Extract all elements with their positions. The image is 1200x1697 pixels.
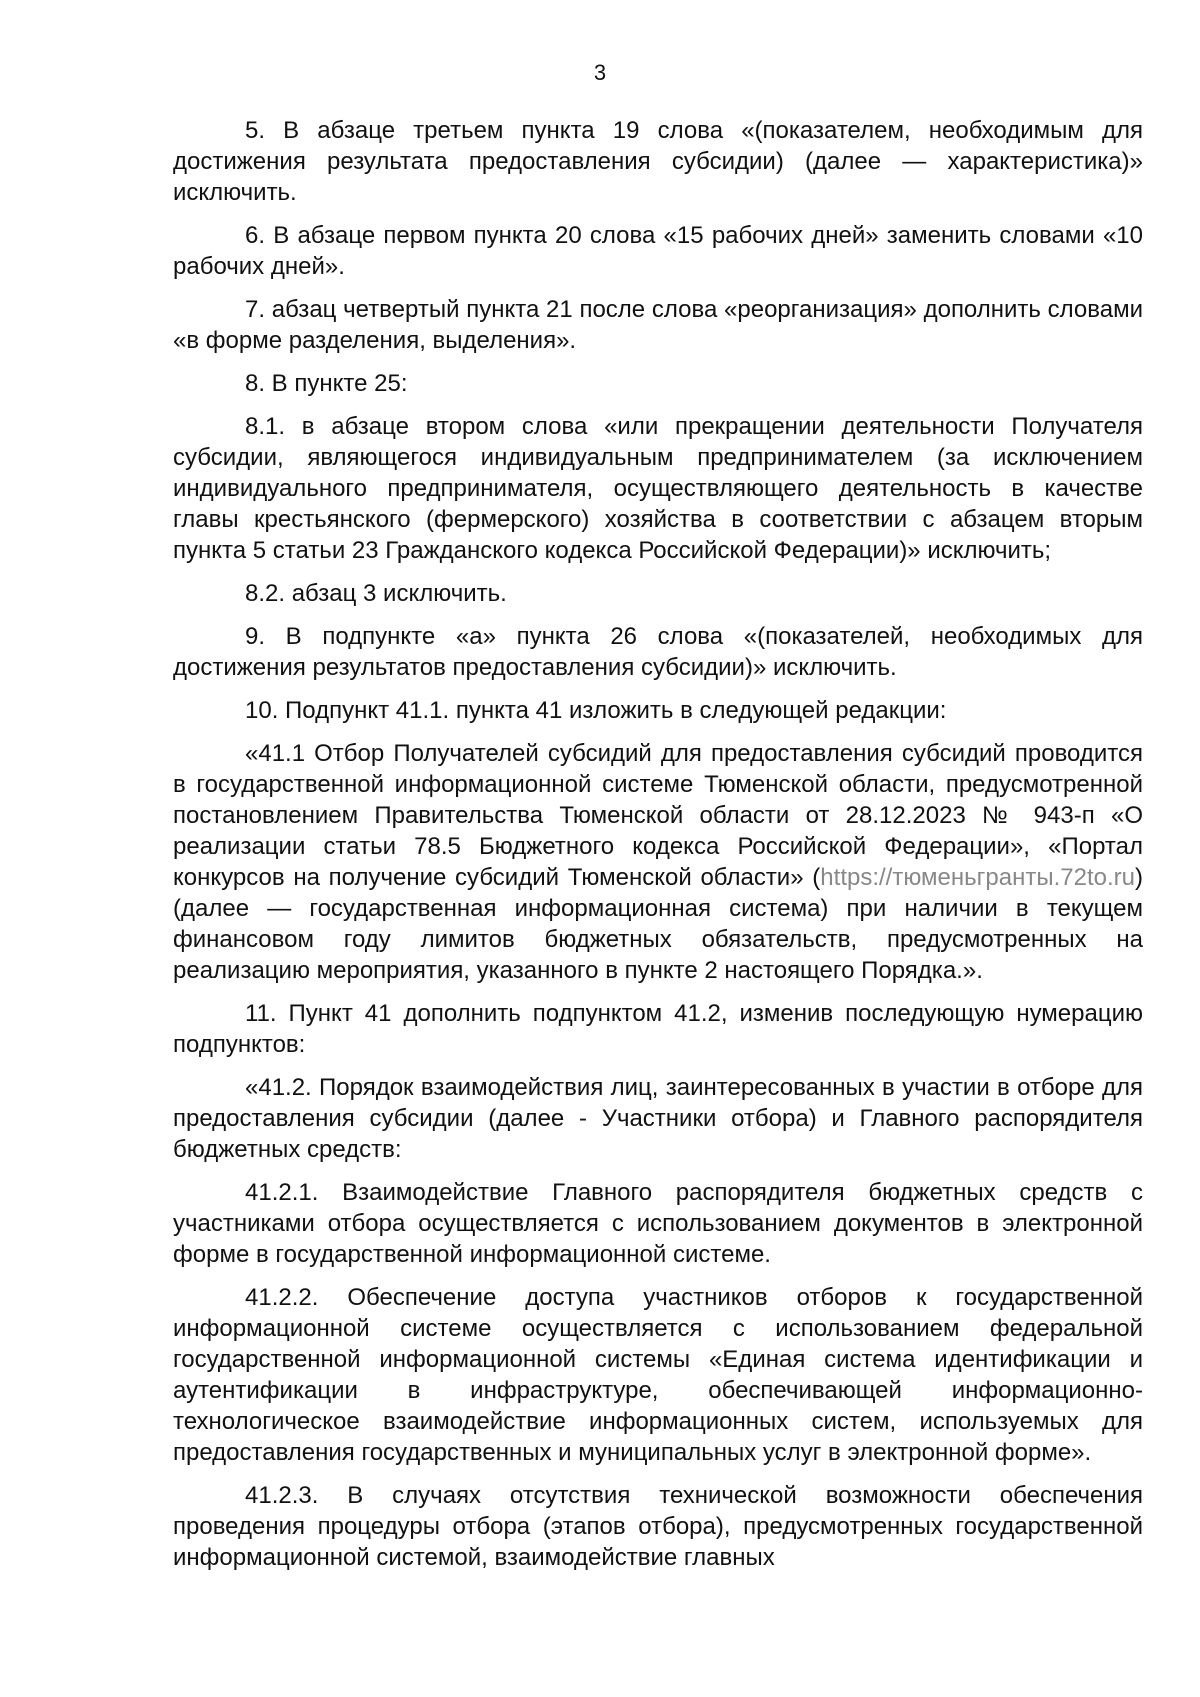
- page-number: 3: [593, 60, 607, 85]
- paragraph-8-1: 8.1. в абзаце втором слова «или прекращении деятельности Получателя субсидии, являющегося индивидуальным предпринимателем (за исключением индивидуального предпринимателя, осуществляющего деятельность в качестве главы крестьянского (фермерского) хозяйства в соответствии с абзацем вторым пункта 5 статьи 23 Гражданского кодекса Российской Федерации)» исключить;: [173, 413, 1143, 564]
- paragraph-41-1: [173, 738, 1143, 986]
- paragraph-8: 8. В пункте 25:: [245, 370, 408, 397]
- paragraph-41-1-text-after: ) (далее — государственная информационная система) при наличии в текущем финансовом году лимитов бюджетных обязательств, предусмотренных на реализацию мероприятия, указанного в пункте 2 настоящего Порядка.».: [173, 864, 1143, 984]
- paragraph-41-2-3: 41.2.3. В случаях отсутствия технической возможности обеспечения проведения процедуры отбора (этапов отбора), предусмотренных государственной информационной системой, взаимодействие главных: [173, 1482, 1143, 1571]
- paragraph-41-2: «41.2. Порядок взаимодействия лиц, заинтересованных в участии в отборе для предоставления субсидии (далее - Участники отбора) и Главного распорядителя бюджетных средств:: [173, 1074, 1143, 1163]
- paragraph-9: 9. В подпункте «а» пункта 26 слова «(показателей, необходимых для достижения результатов предоставления субсидии)» исключить.: [173, 623, 1143, 681]
- paragraph-41-1-text-before: «41.1 Отбор Получателей субсидий для предоставления субсидий проводится в государственной информационной системе Тюменской области, предусмотренной постановлением Правительства Тюменской области от 28.12.2023 № 943-п «О реализации статьи 78.5 Бюджетного кодекса Российской Федерации», «Портал конкурсов на получение субсидий Тюменской области» (: [173, 740, 1143, 891]
- paragraph-41-2-1: 41.2.1. Взаимодействие Главного распорядителя бюджетных средств с участниками отбора осуществляется с использованием документов в электронной форме в государственной информационной системе.: [173, 1179, 1143, 1268]
- paragraph-11: 11. Пункт 41 дополнить подпунктом 41.2, изменив последующую нумерацию подпунктов:: [173, 1000, 1143, 1058]
- paragraph-6: 6. В абзаце первом пункта 20 слова «15 рабочих дней» заменить словами «10 рабочих дней».: [173, 222, 1143, 280]
- paragraph-41-2-2: 41.2.2. Обеспечение доступа участников отборов к государственной информационной системе осуществляется с использованием федеральной государственной информационной системы «Единая система идентификации и аутентификации в инфраструктуре, обеспечивающей информационно-технологическое взаимодействие информационных систем, используемых для предоставления государственных и муниципальных услуг в электронной форме».: [173, 1284, 1143, 1466]
- paragraph-5: 5. В абзаце третьем пункта 19 слова «(показателем, необходимым для достижения результата предоставления субсидии) (далее — характеристика)» исключить.: [173, 117, 1143, 206]
- paragraph-8-2: 8.2. абзац 3 исключить.: [245, 580, 507, 607]
- document-body: [173, 115, 1143, 1585]
- portal-url-link[interactable]: https://тюменьгранты.72to.ru: [820, 864, 1135, 891]
- paragraph-10: 10. Подпункт 41.1. пункта 41 изложить в следующей редакции:: [245, 697, 947, 724]
- paragraph-7: 7. абзац четвертый пункта 21 после слова «реорганизация» дополнить словами «в форме разделения, выделения».: [173, 296, 1143, 354]
